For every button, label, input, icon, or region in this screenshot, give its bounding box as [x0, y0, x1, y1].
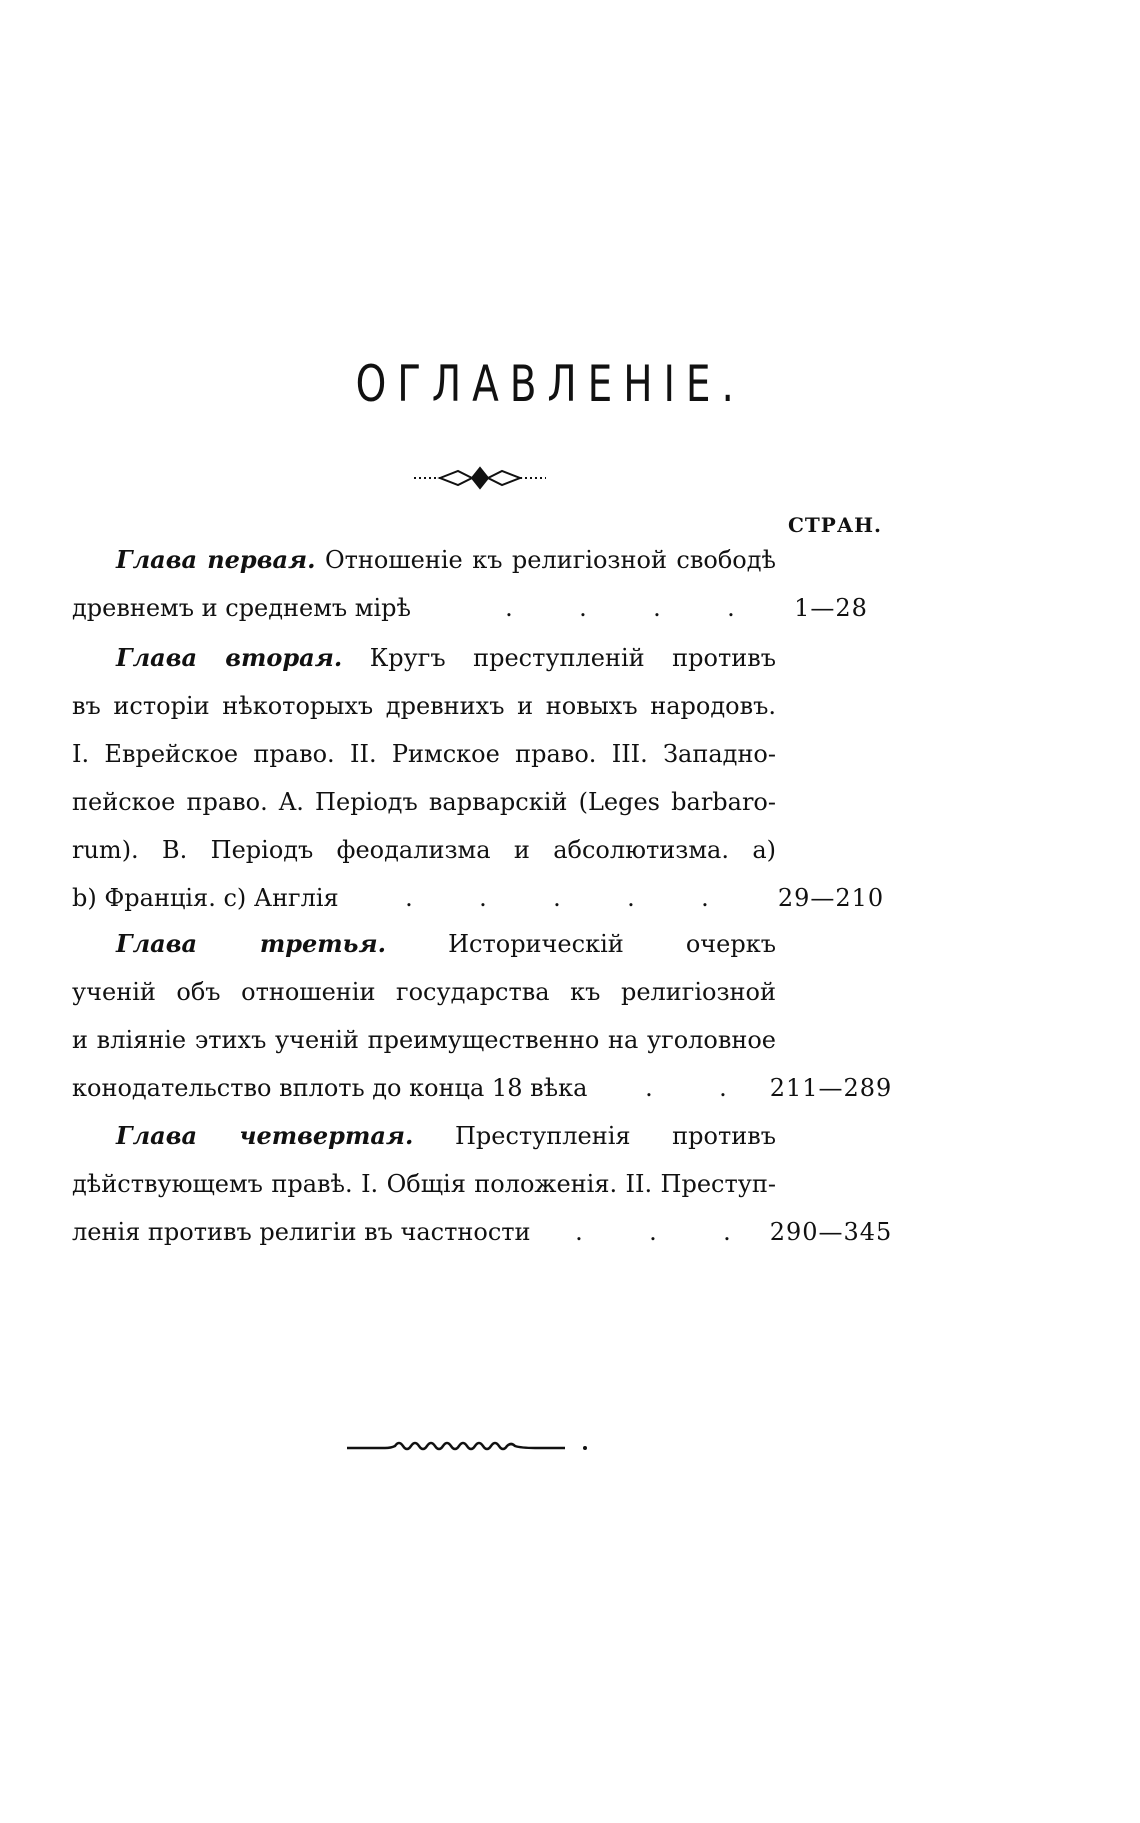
toc-entry-chapter-1[interactable]	[72, 536, 872, 632]
entry-text-line: и вліяніе этихъ ученій преимущественно на уголовное	[72, 1026, 776, 1054]
entry-text-line: дѣйствующемъ правѣ. I. Общія положенія. II. Преступ-	[72, 1170, 776, 1198]
dot-leader: . . . . .	[405, 884, 709, 912]
entry-text-line: пейское право. A. Періодъ варварскій (Leges barbaro-	[72, 788, 776, 816]
toc-entry-chapter-3[interactable]	[72, 920, 893, 1112]
entry-text-line: I. Еврейское право. II. Римское право. III. Западно-	[72, 740, 776, 768]
entry-text-line: Преступленія противъ	[454, 1122, 776, 1150]
entry-text-line: Отношеніе къ религіозной свободѣ	[324, 546, 776, 574]
dot-leader: . .	[645, 1074, 727, 1102]
entry-text-line: b) Франція. c) Англія	[72, 884, 339, 912]
top-ornament-icon	[410, 464, 550, 492]
entry-text-line: древнемъ и среднемъ мірѣ	[72, 594, 411, 622]
pages-column-header: СТРАН.	[788, 513, 882, 537]
entry-text-line: конодательство вплоть до конца 18 вѣка	[72, 1074, 588, 1102]
page-range: 1—28	[794, 594, 868, 622]
entry-text-line: ученій объ отношеніи государства къ религіозной	[72, 978, 776, 1006]
toc-entry-chapter-2[interactable]	[72, 634, 885, 922]
chapter-label: Глава вторая.	[116, 643, 343, 672]
chapter-label: Глава первая.	[116, 545, 316, 574]
dot-leader: . . .	[575, 1218, 731, 1246]
entry-text-line: rum). B. Періодъ феодализма и абсолютизма. a)	[72, 836, 776, 864]
page-range: 29—210	[777, 884, 885, 912]
toc-entry-chapter-4[interactable]	[72, 1112, 893, 1256]
chapter-label: Глава третья.	[116, 929, 386, 958]
dot-leader: . . . .	[505, 594, 735, 622]
page-title: ОГЛАВЛЕНІЕ.	[355, 355, 745, 413]
entry-text-line: въ исторіи нѣкоторыхъ древнихъ и новыхъ народовъ.	[72, 692, 776, 720]
page-range: 290—345	[769, 1218, 893, 1246]
bottom-ornament-icon	[345, 1434, 605, 1458]
entry-text-line: ленія противъ религіи въ частности	[72, 1218, 531, 1246]
page-range: 211—289	[769, 1074, 893, 1102]
chapter-label: Глава четвертая.	[116, 1121, 414, 1150]
entry-text-line: Кругъ преступленій противъ	[369, 644, 776, 672]
entry-text-line: Историческій очеркъ	[448, 930, 776, 958]
